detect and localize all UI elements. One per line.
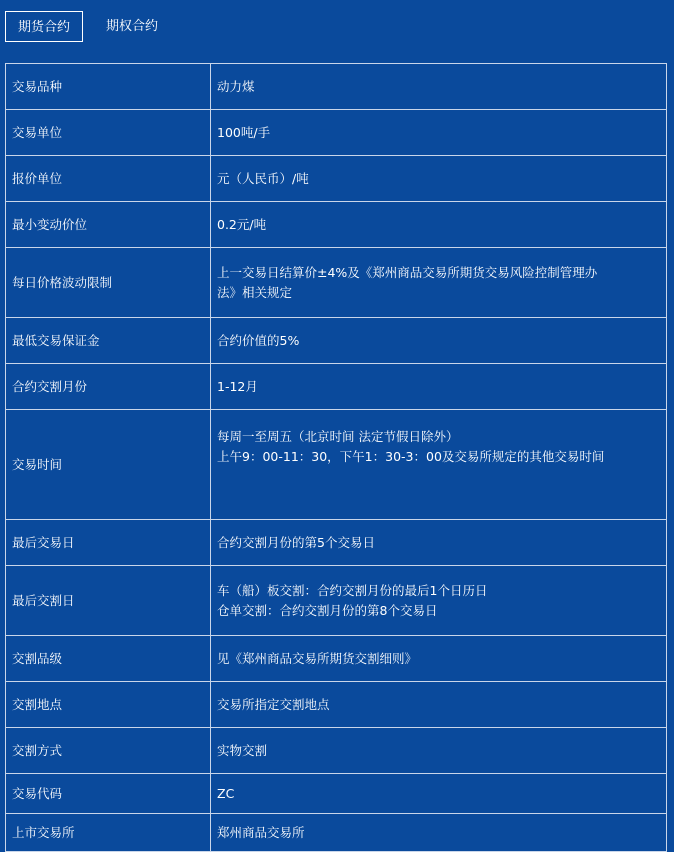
row-value: ZC [211,774,667,814]
table-row [6,682,667,728]
row-key: 最后交易日 [6,520,211,566]
row-value: 上一交易日结算价±4%及《郑州商品交易所期货交易风险控制管理办 法》相关规定 [211,248,667,318]
table-row [6,318,667,364]
row-value: 100吨/手 [211,110,667,156]
contract-spec-table [5,63,667,852]
row-key: 每日价格波动限制 [6,248,211,318]
row-value: 交易所指定交割地点 [211,682,667,728]
table-row [6,774,667,814]
tab-futures-contract[interactable]: 期货合约 [5,11,83,42]
table-row [6,364,667,410]
row-key: 交易时间 [6,410,211,520]
row-key: 交易单位 [6,110,211,156]
table-row [6,156,667,202]
table-row [6,410,667,520]
table-row [6,202,667,248]
row-key: 合约交割月份 [6,364,211,410]
row-key: 交割方式 [6,728,211,774]
table-row [6,520,667,566]
row-value: 合约价值的5% [211,318,667,364]
table-row [6,636,667,682]
row-value: 1-12月 [211,364,667,410]
row-value: 实物交割 [211,728,667,774]
row-key: 上市交易所 [6,814,211,852]
row-value: 郑州商品交易所 [211,814,667,852]
row-key: 最后交割日 [6,566,211,636]
table-row [6,728,667,774]
table-row [6,814,667,852]
table-row [6,248,667,318]
tab-options-contract[interactable]: 期权合约 [106,19,159,34]
table-row [6,566,667,636]
row-value: 见《郑州商品交易所期货交割细则》 [211,636,667,682]
table-row [6,64,667,110]
table-row [6,110,667,156]
row-key: 最小变动价位 [6,202,211,248]
row-key: 交易代码 [6,774,211,814]
row-value: 0.2元/吨 [211,202,667,248]
row-value: 元（人民币）/吨 [211,156,667,202]
contract-tabs [5,10,158,43]
row-value: 合约交割月份的第5个交易日 [211,520,667,566]
row-key: 最低交易保证金 [6,318,211,364]
row-key: 交割品级 [6,636,211,682]
row-key: 交割地点 [6,682,211,728]
row-value: 动力煤 [211,64,667,110]
row-value: 车（船）板交割：合约交割月份的最后1个日历日 仓单交割：合约交割月份的第8个交易日 [211,566,667,636]
row-key: 交易品种 [6,64,211,110]
row-key: 报价单位 [6,156,211,202]
row-value: 每周一至周五（北京时间 法定节假日除外） 上午9：00-11：30，下午1：30-3：00及交易所规定的其他交易时间 [211,410,667,520]
